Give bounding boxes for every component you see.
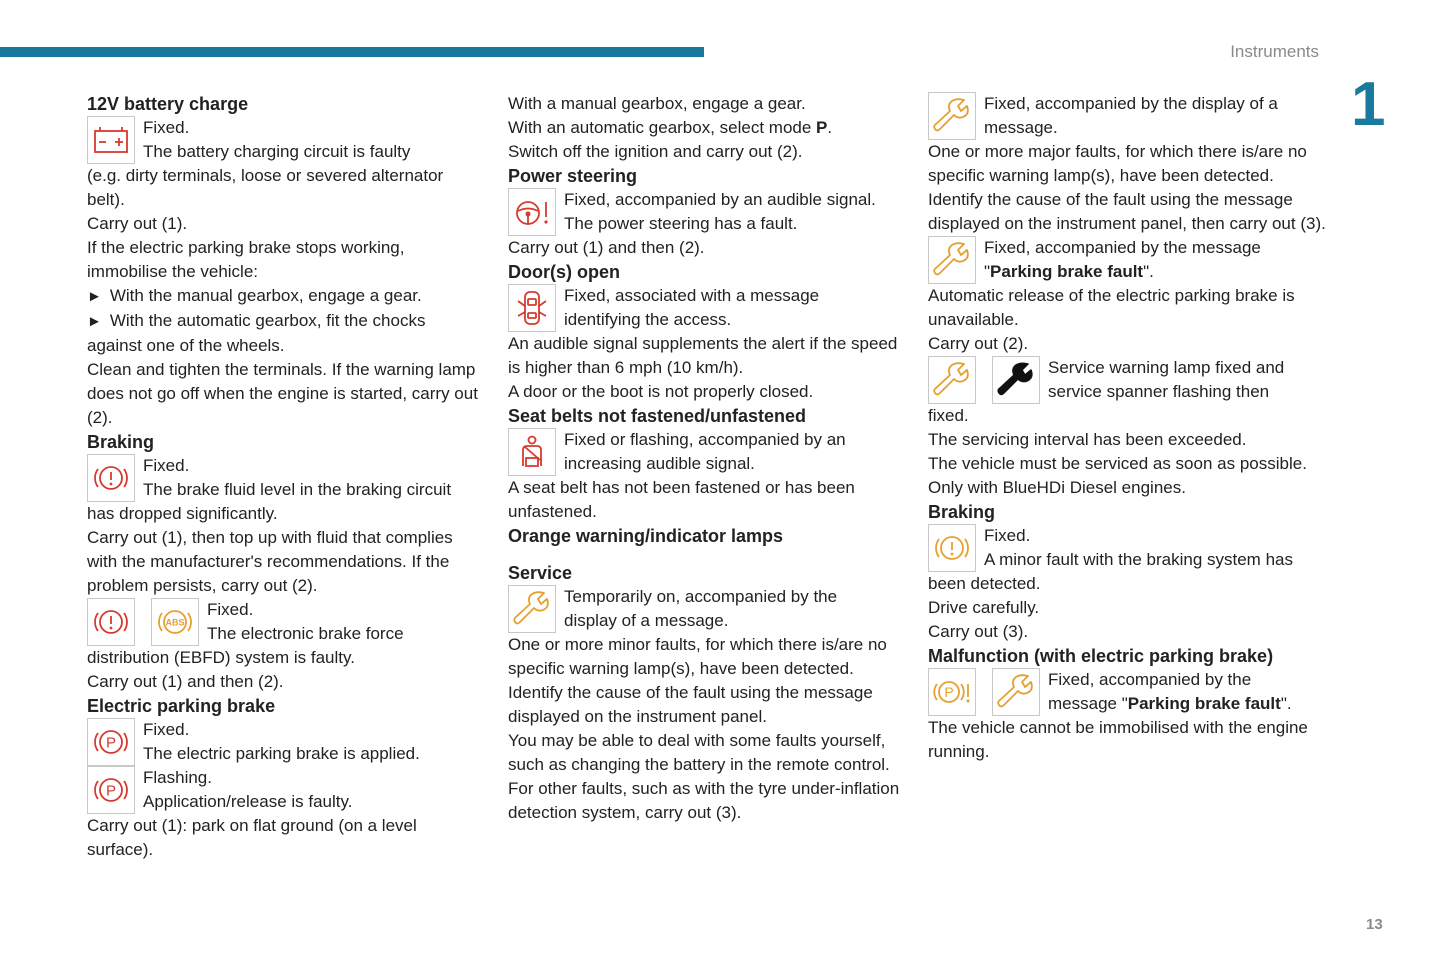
service-spanner-icon xyxy=(992,668,1040,716)
heading-service: Service xyxy=(508,563,573,583)
abs-icon xyxy=(151,598,199,646)
heading-braking-orange: Braking xyxy=(928,502,996,522)
text-line: Carry out (1) and then (2). xyxy=(508,238,705,257)
text-line: Fixed, accompanied by the message xyxy=(984,238,1261,257)
text-line: distribution (EBFD) system is faulty. xyxy=(87,648,355,667)
parking-brake-fault-icon xyxy=(928,668,976,716)
column-3 xyxy=(928,92,1328,764)
text-line: Flashing. xyxy=(143,768,212,787)
column-2 xyxy=(508,92,906,825)
text-line: Fixed or flashing, accompanied by an xyxy=(564,430,846,449)
text-line: (e.g. dirty terminals, loose or severed alternator belt). xyxy=(87,166,444,209)
text-line: Drive carefully. xyxy=(928,598,1040,617)
text-line: Fixed. xyxy=(143,720,190,739)
text-line: Carry out (1): park on flat ground (on a level surface). xyxy=(87,816,417,859)
text-line: Fixed, accompanied by an audible signal. xyxy=(564,190,876,209)
text-line: "Parking brake fault". xyxy=(984,262,1154,281)
text-line: A minor fault with the braking system has xyxy=(984,550,1293,569)
text-line: Application/release is faulty. xyxy=(143,792,353,811)
p-label: P xyxy=(105,734,117,752)
battery-icon xyxy=(87,116,135,164)
text-line: An audible signal supplements the alert if the speed is higher than 6 mph (10 km/h). xyxy=(508,334,898,377)
bullet-item: ► With the manual gearbox, engage a gear. xyxy=(87,284,482,309)
text-line: The battery charging circuit is faulty xyxy=(143,142,411,161)
heading-doors-open: Door(s) open xyxy=(508,262,620,282)
text-line: If the electric parking brake stops working, immobilise the vehicle: xyxy=(87,238,405,281)
brake-warning-icon xyxy=(87,454,135,502)
text-line: increasing audible signal. xyxy=(564,454,755,473)
text-line: The vehicle must be serviced as soon as possible. xyxy=(928,454,1307,473)
service-spanner-icon xyxy=(928,236,976,284)
text-line: Service warning lamp fixed and xyxy=(1048,358,1285,377)
text-line: message "Parking brake fault". xyxy=(1048,694,1292,713)
text-line: With a manual gearbox, engage a gear. xyxy=(508,94,806,113)
page-number: 13 xyxy=(1366,916,1383,933)
section-title: Instruments xyxy=(1230,42,1319,61)
text-line: message. xyxy=(984,118,1058,137)
service-spanner-icon xyxy=(928,356,976,404)
text-line: Fixed. xyxy=(143,118,190,137)
door-open-icon xyxy=(508,284,556,332)
seat-belt-icon xyxy=(508,428,556,476)
text-line: A door or the boot is not properly closed. xyxy=(508,382,814,401)
text-line: One or more minor faults, for which there is/are no specific warning lamp(s), have been detected. xyxy=(508,635,887,678)
parking-brake-icon xyxy=(87,718,135,766)
heading-seat-belts: Seat belts not fastened/unfastened xyxy=(508,406,807,426)
heading-braking: Braking xyxy=(87,432,155,452)
text-line: Fixed. xyxy=(984,526,1031,545)
service-spanner-icon xyxy=(508,585,556,633)
column-1 xyxy=(87,92,482,862)
text-line: The brake fluid level in the braking circuit xyxy=(143,480,452,499)
text-line: Carry out (1) and then (2). xyxy=(87,672,284,691)
text-line: service spanner flashing then xyxy=(1048,382,1270,401)
text-line: A seat belt has not been fastened or has been unfastened. xyxy=(508,478,855,521)
text-line: The electronic brake force xyxy=(207,624,404,643)
text-line: been detected. xyxy=(928,574,1041,593)
text-line: Carry out (3). xyxy=(928,622,1029,641)
text-line: has dropped significantly. xyxy=(87,504,278,523)
text-line: display of a message. xyxy=(564,611,729,630)
text-line: Temporarily on, accompanied by the xyxy=(564,587,838,606)
brake-warning-icon xyxy=(87,598,135,646)
heading-battery: 12V battery charge xyxy=(87,94,249,114)
steering-wheel-icon xyxy=(508,188,556,236)
service-spanner-icon xyxy=(928,92,976,140)
text-line: The electric parking brake is applied. xyxy=(143,744,420,763)
text-line: The power steering has a fault. xyxy=(564,214,798,233)
p-label: P xyxy=(105,782,117,800)
spanner-icon xyxy=(992,356,1040,404)
p-label: P xyxy=(944,684,954,700)
text-line: fixed. xyxy=(928,406,969,425)
text-line: With an automatic gearbox, select mode P. xyxy=(508,118,833,137)
text-line: One or more major faults, for which there is/are no specific warning lamp(s), have been detected. xyxy=(928,142,1307,185)
text-line: Switch off the ignition and carry out (2). xyxy=(508,142,803,161)
text-line: Carry out (1). xyxy=(87,214,188,233)
text-line: The vehicle cannot be immobilised with the engine running. xyxy=(928,718,1308,761)
text-line: Carry out (2). xyxy=(928,334,1029,353)
text-line: Automatic release of the electric parking brake is unavailable. xyxy=(928,286,1295,329)
heading-power-steering: Power steering xyxy=(508,166,638,186)
text-line: identifying the access. xyxy=(564,310,732,329)
text-line: Only with BlueHDi Diesel engines. xyxy=(928,478,1186,497)
text-line: Fixed, accompanied by the xyxy=(1048,670,1252,689)
text-line: Carry out (1), then top up with fluid that complies with the manufacturer's recommendations. If the problem persists, carry out (2). xyxy=(87,528,453,595)
text-line: For other faults, such as with the tyre under-inflation detection system, carry out (3). xyxy=(508,779,900,822)
heading-epb: Electric parking brake xyxy=(87,696,276,716)
abs-label: ABS xyxy=(165,617,185,628)
text-line: Clean and tighten the terminals. If the warning lamp does not go off when the engine is started, carry out (2). xyxy=(87,360,478,427)
text-line: You may be able to deal with some faults yourself, such as changing the battery in the remote control. xyxy=(508,731,890,774)
header-accent-bar xyxy=(0,47,704,57)
brake-warning-icon xyxy=(928,524,976,572)
heading-malfunction: Malfunction (with electric parking brake) xyxy=(928,646,1274,666)
text-line: The servicing interval has been exceeded. xyxy=(928,430,1247,449)
text-line: Fixed, accompanied by the display of a xyxy=(984,94,1278,113)
bullet-item: ► With the automatic gearbox, fit the chocks against one of the wheels. xyxy=(87,309,482,358)
text-line: Identify the cause of the fault using the message displayed on the instrument panel, then carry out (3). xyxy=(928,190,1326,233)
text-line: Fixed. xyxy=(143,456,190,475)
parking-brake-icon xyxy=(87,766,135,814)
text-line: Fixed. xyxy=(207,600,254,619)
chapter-number: 1 xyxy=(1351,70,1386,139)
text-line: Identify the cause of the fault using the message displayed on the instrument panel. xyxy=(508,683,873,726)
heading-orange-lamps: Orange warning/indicator lamps xyxy=(508,526,784,546)
text-line: Fixed, associated with a message xyxy=(564,286,820,305)
